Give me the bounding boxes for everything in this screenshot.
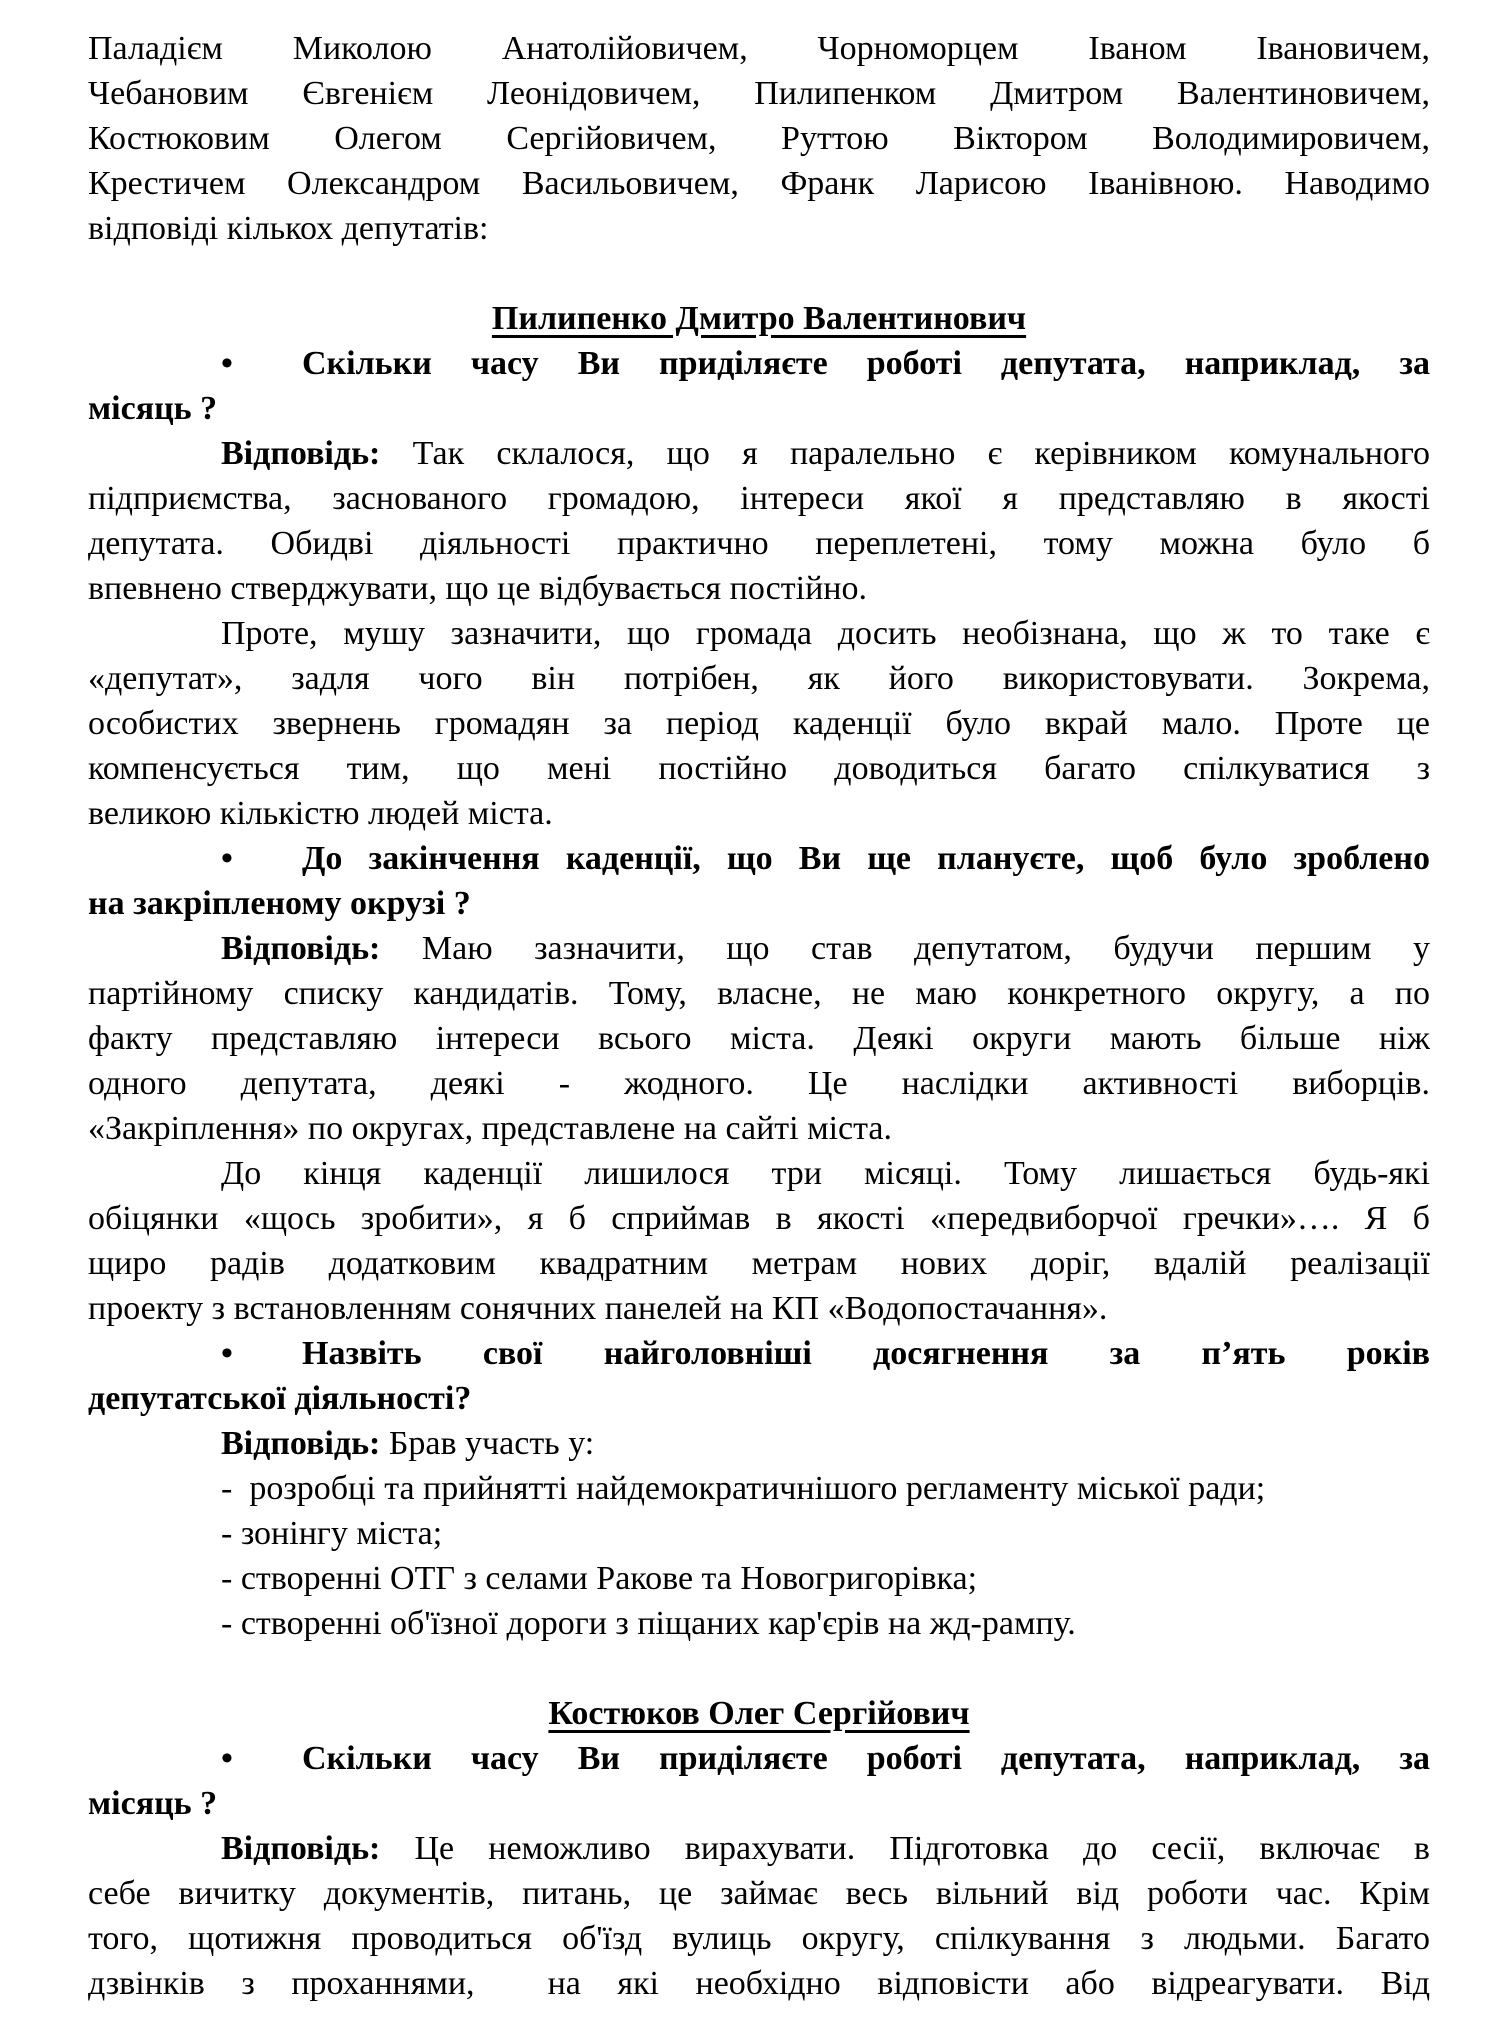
answer-line: Відповідь: Маю зазначити, що став депутатом, будучи першим у <box>221 930 1430 967</box>
text-line: проекту з встановленням сонячних панелей на КП «Водопостачання». <box>88 1290 1108 1327</box>
question-line: • Скільки часу Ви приділяєте роботі депутата, наприклад, за <box>88 341 1430 386</box>
text-line: компенсується тим, що мені постійно доводиться багато спілкуватися з <box>88 750 1430 787</box>
answer-label: Відповідь: <box>221 1425 381 1462</box>
text-line: великою кількістю людей міста. <box>88 795 553 832</box>
answer-paragraph <box>88 431 1430 611</box>
answer-label: Відповідь: <box>221 930 381 967</box>
text-line: депутатської діяльності? <box>88 1380 472 1417</box>
bullet-icon: • <box>221 345 233 382</box>
answer-paragraph <box>88 926 1430 1151</box>
text-line: одного депутата, деякі - жодного. Це наслідки активності виборців. <box>88 1065 1430 1102</box>
text-line: депутата. Обидві діяльності практично переплетені, тому можна було б <box>88 525 1430 562</box>
blank-line <box>88 251 1430 296</box>
body-paragraph <box>88 611 1430 836</box>
section-heading <box>88 1691 1430 1736</box>
text-line: «Закріплення» по округах, представлене на сайті міста. <box>88 1110 893 1147</box>
blank-line <box>88 1646 1430 1691</box>
bullet-icon: • <box>221 840 233 877</box>
answer-line: Відповідь: Так склалося, що я паралельно є керівником комунального <box>221 435 1430 472</box>
text-line: того, щотижня проводиться об'їзд вулиць округу, спілкування з людьми. Багато <box>88 1920 1430 1957</box>
text-line: Чебановим Євгенієм Леонідовичем, Пилипенком Дмитром Валентиновичем, <box>88 75 1430 112</box>
list-item: - розробці та прийнятті найдемократичнішого регламенту міської ради; <box>221 1470 1266 1507</box>
answer-paragraph <box>88 1826 1430 2006</box>
answer-line: Відповідь: Брав участь у: <box>221 1425 595 1462</box>
intro-paragraph <box>88 26 1430 251</box>
question-item <box>88 1736 1430 1826</box>
text-line: місяць ? <box>88 390 218 427</box>
list-item: - створенні об'їзної дороги з піщаних кар'єрів на жд-рампу. <box>221 1605 1076 1642</box>
question-line: • Назвіть свої найголовніші досягнення за п’ять років <box>88 1331 1430 1376</box>
text-line: Паладієм Миколою Анатолійовичем, Чорноморцем Іваном Івановичем, <box>88 30 1430 67</box>
answer-label: Відповідь: <box>221 1830 381 1867</box>
list-item: - зонінгу міста; <box>221 1515 443 1552</box>
section-heading-text: Пилипенко Дмитро Валентинович <box>491 300 1027 337</box>
text-line: «депутат», задля чого він потрібен, як його використовувати. Зокрема, <box>88 660 1430 697</box>
text-line: партійному списку кандидатів. Тому, власне, не маю конкретного округу, а по <box>88 975 1430 1012</box>
text-line: на закріпленому окрузі ? <box>88 885 471 922</box>
text-line: Крестичем Олександром Васильовичем, Франк Ларисою Іванівною. Наводимо <box>88 165 1430 202</box>
text-line: дзвінків з проханнями, на які необхідно відповісти або відреагувати. Від <box>88 1965 1430 2002</box>
text-line: місяць ? <box>88 1785 218 1822</box>
text-line: впевнено стверджувати, що це відбувається постійно. <box>88 570 867 607</box>
body-line: Проте, мушу зазначити, що громада досить необізнана, що ж то таке є <box>221 615 1430 652</box>
text-line: відповіді кількох депутатів: <box>88 210 489 247</box>
question-line: • Скільки часу Ви приділяєте роботі депутата, наприклад, за <box>88 1736 1430 1781</box>
bullet-icon: • <box>221 1335 233 1372</box>
body-paragraph <box>88 1151 1430 1331</box>
text-content <box>88 26 1430 2006</box>
question-item <box>88 1331 1430 1421</box>
question-item <box>88 341 1430 431</box>
text-line: себе вичитку документів, питань, це займає весь вільний від роботи час. Крім <box>88 1875 1430 1912</box>
text-line: факту представляю інтереси всього міста. Деякі округи мають більше ніж <box>88 1020 1430 1057</box>
text-line: особистих звернень громадян за період каденції було вкрай мало. Проте це <box>88 705 1430 742</box>
question-item <box>88 836 1430 926</box>
text-line: обіцянки «щось зробити», я б сприймав в якості «передвиборчої гречки»…. Я б <box>88 1200 1430 1237</box>
text-line: Костюковим Олегом Сергійовичем, Руттою Віктором Володимировичем, <box>88 120 1430 157</box>
text-line: щиро радів додатковим квадратним метрам нових доріг, вдалій реалізації <box>88 1245 1430 1282</box>
text-line: підприємства, заснованого громадою, інтереси якої я представляю в якості <box>88 480 1430 517</box>
section-heading <box>88 296 1430 341</box>
body-line: До кінця каденції лишилося три місяці. Тому лишається будь-які <box>221 1155 1430 1192</box>
answer-line: Відповідь: Це неможливо вирахувати. Підготовка до сесії, включає в <box>221 1830 1430 1867</box>
question-line: • До закінчення каденції, що Ви ще плануєте, щоб було зроблено <box>88 836 1430 881</box>
answer-paragraph <box>88 1421 1430 1466</box>
bullet-icon: • <box>221 1740 233 1777</box>
list-item: - створенні ОТГ з селами Ракове та Новогригорівка; <box>221 1560 978 1597</box>
section-heading-text: Костюков Олег Сергійович <box>548 1695 970 1732</box>
answer-label: Відповідь: <box>221 435 381 472</box>
